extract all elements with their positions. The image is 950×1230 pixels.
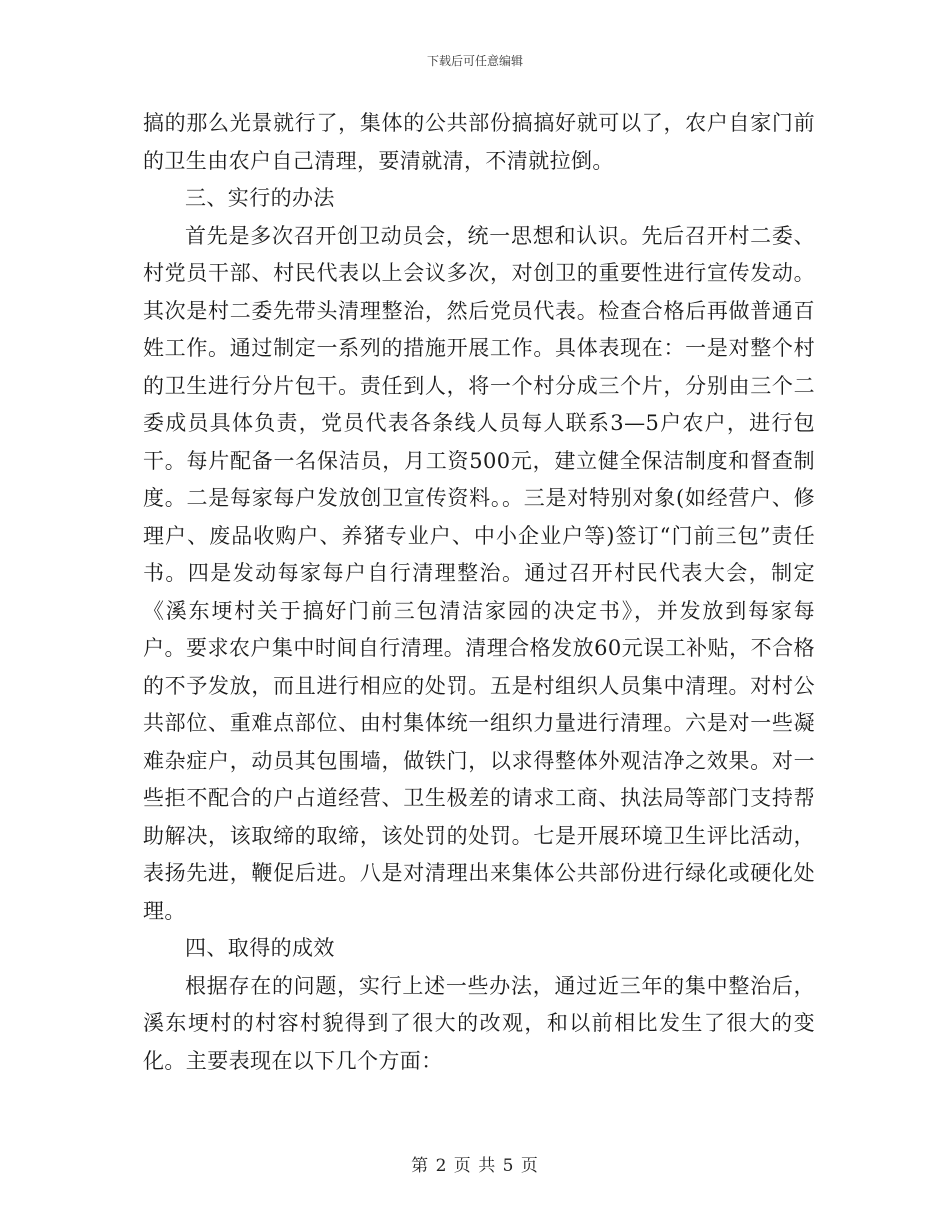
section-heading-results: 四、取得的成效 xyxy=(185,936,335,960)
paragraph-continuation: 搞的那么光景就行了，集体的公共部份搞搞好就可以了，农户自家门前的卫生由农户自己清理，要清就清，不清就拉倒。 xyxy=(143,111,815,173)
page-header-note: 下载后可任意编辑 xyxy=(426,54,523,68)
footer-total-pages: 5 xyxy=(502,1156,515,1176)
section-heading-methods: 三、实行的办法 xyxy=(185,186,335,210)
paragraph-methods: 首先是多次召开创卫动员会，统一思想和认识。先后召开村二委、村党员干部、村民代表以上会议多次，对创卫的重要性进行宣传发动。其次是村二委先带头清理整治，然后党员代表。检查合格后再做普通百姓工作。通过制定一系列的措施开展工作。具体表现在：一是对整个村的卫生进行分片包干。责任到人，将一个村分成三个片，分别由三个二委成员具体负责，党员代表各条线人员每人联系3—5户农户，进行包干。每片配备一名保洁员，月工资500元，建立健全保洁制度和督查制度。二是每家每户发放创卫宣传资料。。三是对特别对象(如经营户、修理户、废品收购户、养猪专业户、中小企业户等)签订“门前三包”责任书。四是发动每家每户自行清理整治。通过召开村民代表大会，制定《溪东埂村关于搞好门前三包清洁家园的决定书》，并发放到每家每户。要求农户集中时间自行清理。清理合格发放60元误工补贴，不合格的不予发放，而且进行相应的处罚。五是村组织人员集中清理。对村公共部位、重难点部位、由村集体统一组织力量进行清理。六是对一些凝难杂症户，动员其包围墙，做铁门，以求得整体外观洁净之效果。对一些拒不配合的户占道经营、卫生极差的请求工商、执法局等部门支持帮助解决，该取缔的取缔，该处罚的处罚。七是开展环境卫生评比活动，表扬先进，鞭促后进。八是对清理出来集体公共部份进行绿化或硬化处理。 xyxy=(143,223,815,923)
paragraph-results: 根据存在的问题，实行上述一些办法，通过近三年的集中整治后，溪东埂村的村容村貌得到了很大的改观，和以前相比发生了很大的变化。主要表现在以下几个方面： xyxy=(143,973,815,1073)
document-body xyxy=(143,105,815,1080)
footer-suffix: 页 xyxy=(520,1156,539,1176)
page-number-footer xyxy=(0,1155,950,1177)
footer-middle: 页 共 xyxy=(453,1156,497,1176)
footer-current-page: 2 xyxy=(435,1156,448,1176)
footer-prefix: 第 xyxy=(411,1156,430,1176)
